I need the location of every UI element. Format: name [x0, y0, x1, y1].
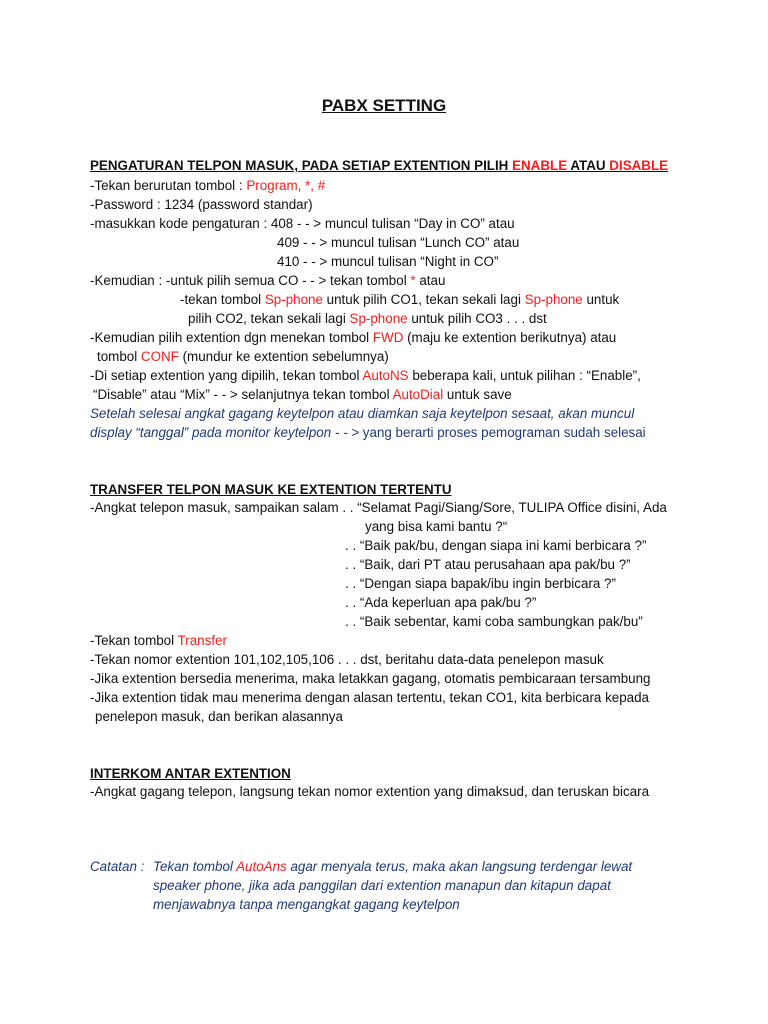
instruction-line: -Jika extention tidak mau menerima dengan alasan tertentu, tekan CO1, kita berbicara kepada: [90, 690, 650, 705]
note-text: agar menyala terus, maka akan langsung terdengar lewat: [286, 859, 633, 874]
line-text: untuk pilih CO3 . . . dst: [407, 311, 547, 326]
note-line: [153, 859, 632, 874]
instruction-line: [90, 273, 445, 288]
line-text: -Kemudian : -untuk pilih semua CO - - > tekan tombol: [90, 273, 411, 288]
key-name: CONF: [140, 349, 179, 364]
note-text: display “tanggal” pada monitor keytelpon - - >: [90, 425, 363, 440]
key-name: *: [410, 273, 416, 288]
instruction-line: [97, 349, 389, 364]
note-label: Catatan :: [90, 859, 145, 874]
instruction-line: [90, 368, 641, 383]
heading-text: PENGATURAN TELPON MASUK, PADA SETIAP EXTENTION PILIH: [90, 158, 513, 173]
section-heading-transfer: TRANSFER TELPON MASUK KE EXTENTION TERTENTU: [90, 482, 452, 497]
note-line: speaker phone, jika ada panggilan dari extention manapun dan kitapun dapat: [153, 878, 611, 893]
line-text: tombol: [97, 349, 141, 364]
instruction-line: -Angkat gagang telepon, langsung tekan nomor extention yang dimaksud, dan teruskan bicara: [90, 784, 650, 799]
key-name: AutoAns: [236, 859, 287, 874]
instruction-line: penelepon masuk, dan berikan alasannya: [95, 709, 343, 724]
instruction-line: yang bisa kami bantu ?“: [365, 519, 508, 534]
heading-text: ATAU: [567, 158, 610, 173]
line-text: untuk pilih CO1, tekan sekali lagi: [322, 292, 525, 307]
instruction-line: -masukkan kode pengaturan : 408 - - > muncul tulisan “Day in CO” atau: [90, 216, 515, 231]
enable-keyword: ENABLE: [512, 158, 568, 173]
instruction-line: [188, 311, 547, 326]
completion-note: Setelah selesai angkat gagang keytelpon atau diamkan saja keytelpon sesaat, akan muncul: [90, 406, 635, 421]
dialog-line: . . “Ada keperluan apa pak/bu ?”: [345, 595, 537, 610]
instruction-line: -Jika extention bersedia menerima, maka letakkan gagang, otomatis pembicaraan tersambung: [90, 671, 651, 686]
instruction-line: [90, 330, 616, 345]
key-name: Transfer: [177, 633, 227, 648]
instruction-line: [93, 387, 512, 402]
dialog-line: . . “Baik, dari PT atau perusahaan apa pak/bu ?”: [345, 557, 631, 572]
completion-note: [90, 425, 646, 440]
instruction-line: [180, 292, 619, 307]
line-text: -Di setiap extention yang dipilih, tekan tombol: [90, 368, 363, 383]
line-text: untuk save: [443, 387, 512, 402]
dialog-line: . . “Dengan siapa bapak/ibu ingin berbicara ?”: [345, 576, 616, 591]
line-text: -Kemudian pilih extention dgn menekan tombol: [90, 330, 373, 345]
instruction-line: -Angkat telepon masuk, sampaikan salam . . “Selamat Pagi/Siang/Sore, TULIPA Office disini, Ada: [90, 500, 667, 515]
key-name: Sp-phone: [264, 292, 323, 307]
disable-keyword: DISABLE: [609, 158, 669, 173]
section-heading-interkom: INTERKOM ANTAR EXTENTION: [90, 766, 291, 781]
page-title: PABX SETTING: [321, 96, 447, 115]
dialog-line: . . “Baik pak/bu, dengan siapa ini kami berbicara ?”: [345, 538, 647, 553]
line-text: (mundur ke extention sebelumnya): [178, 349, 389, 364]
key-name: Sp-phone: [349, 311, 408, 326]
instruction-line: -Password : 1234 (password standar): [90, 197, 313, 212]
note-text: yang berarti proses pemograman sudah selesai: [362, 425, 646, 440]
dialog-line: . . “Baik sebentar, kami coba sambungkan pak/bu”: [345, 614, 643, 629]
line-text: “Disable” atau “Mix” - - > selanjutnya tekan tombol: [93, 387, 393, 402]
line-text: atau: [415, 273, 446, 288]
line-text: -Tekan berurutan tombol :: [90, 178, 247, 193]
line-text: -tekan tombol: [180, 292, 265, 307]
note-line: menjawabnya tanpa mengangkat gagang keytelpon: [153, 897, 460, 912]
key-name: FWD: [372, 330, 404, 345]
instruction-line: -Tekan nomor extention 101,102,105,106 . . . dst, beritahu data-data penelepon masuk: [90, 652, 604, 667]
instruction-line: [90, 178, 325, 193]
instruction-line: 410 - - > muncul tulisan “Night in CO”: [277, 254, 499, 269]
key-name: AutoNS: [362, 368, 409, 383]
instruction-line: 409 - - > muncul tulisan “Lunch CO” atau: [277, 235, 520, 250]
key-name: Sp-phone: [524, 292, 583, 307]
note-text: Tekan tombol: [153, 859, 237, 874]
line-text: beberapa kali, untuk pilihan : “Enable”,: [408, 368, 641, 383]
key-sequence: Program, *, #: [246, 178, 326, 193]
key-name: AutoDial: [392, 387, 444, 402]
section-heading-pengaturan: [90, 158, 668, 173]
line-text: (maju ke extention berikutnya) atau: [403, 330, 617, 345]
line-text: pilih CO2, tekan sekali lagi: [188, 311, 350, 326]
instruction-line: [90, 633, 227, 648]
line-text: untuk: [582, 292, 620, 307]
line-text: -Tekan tombol: [90, 633, 178, 648]
